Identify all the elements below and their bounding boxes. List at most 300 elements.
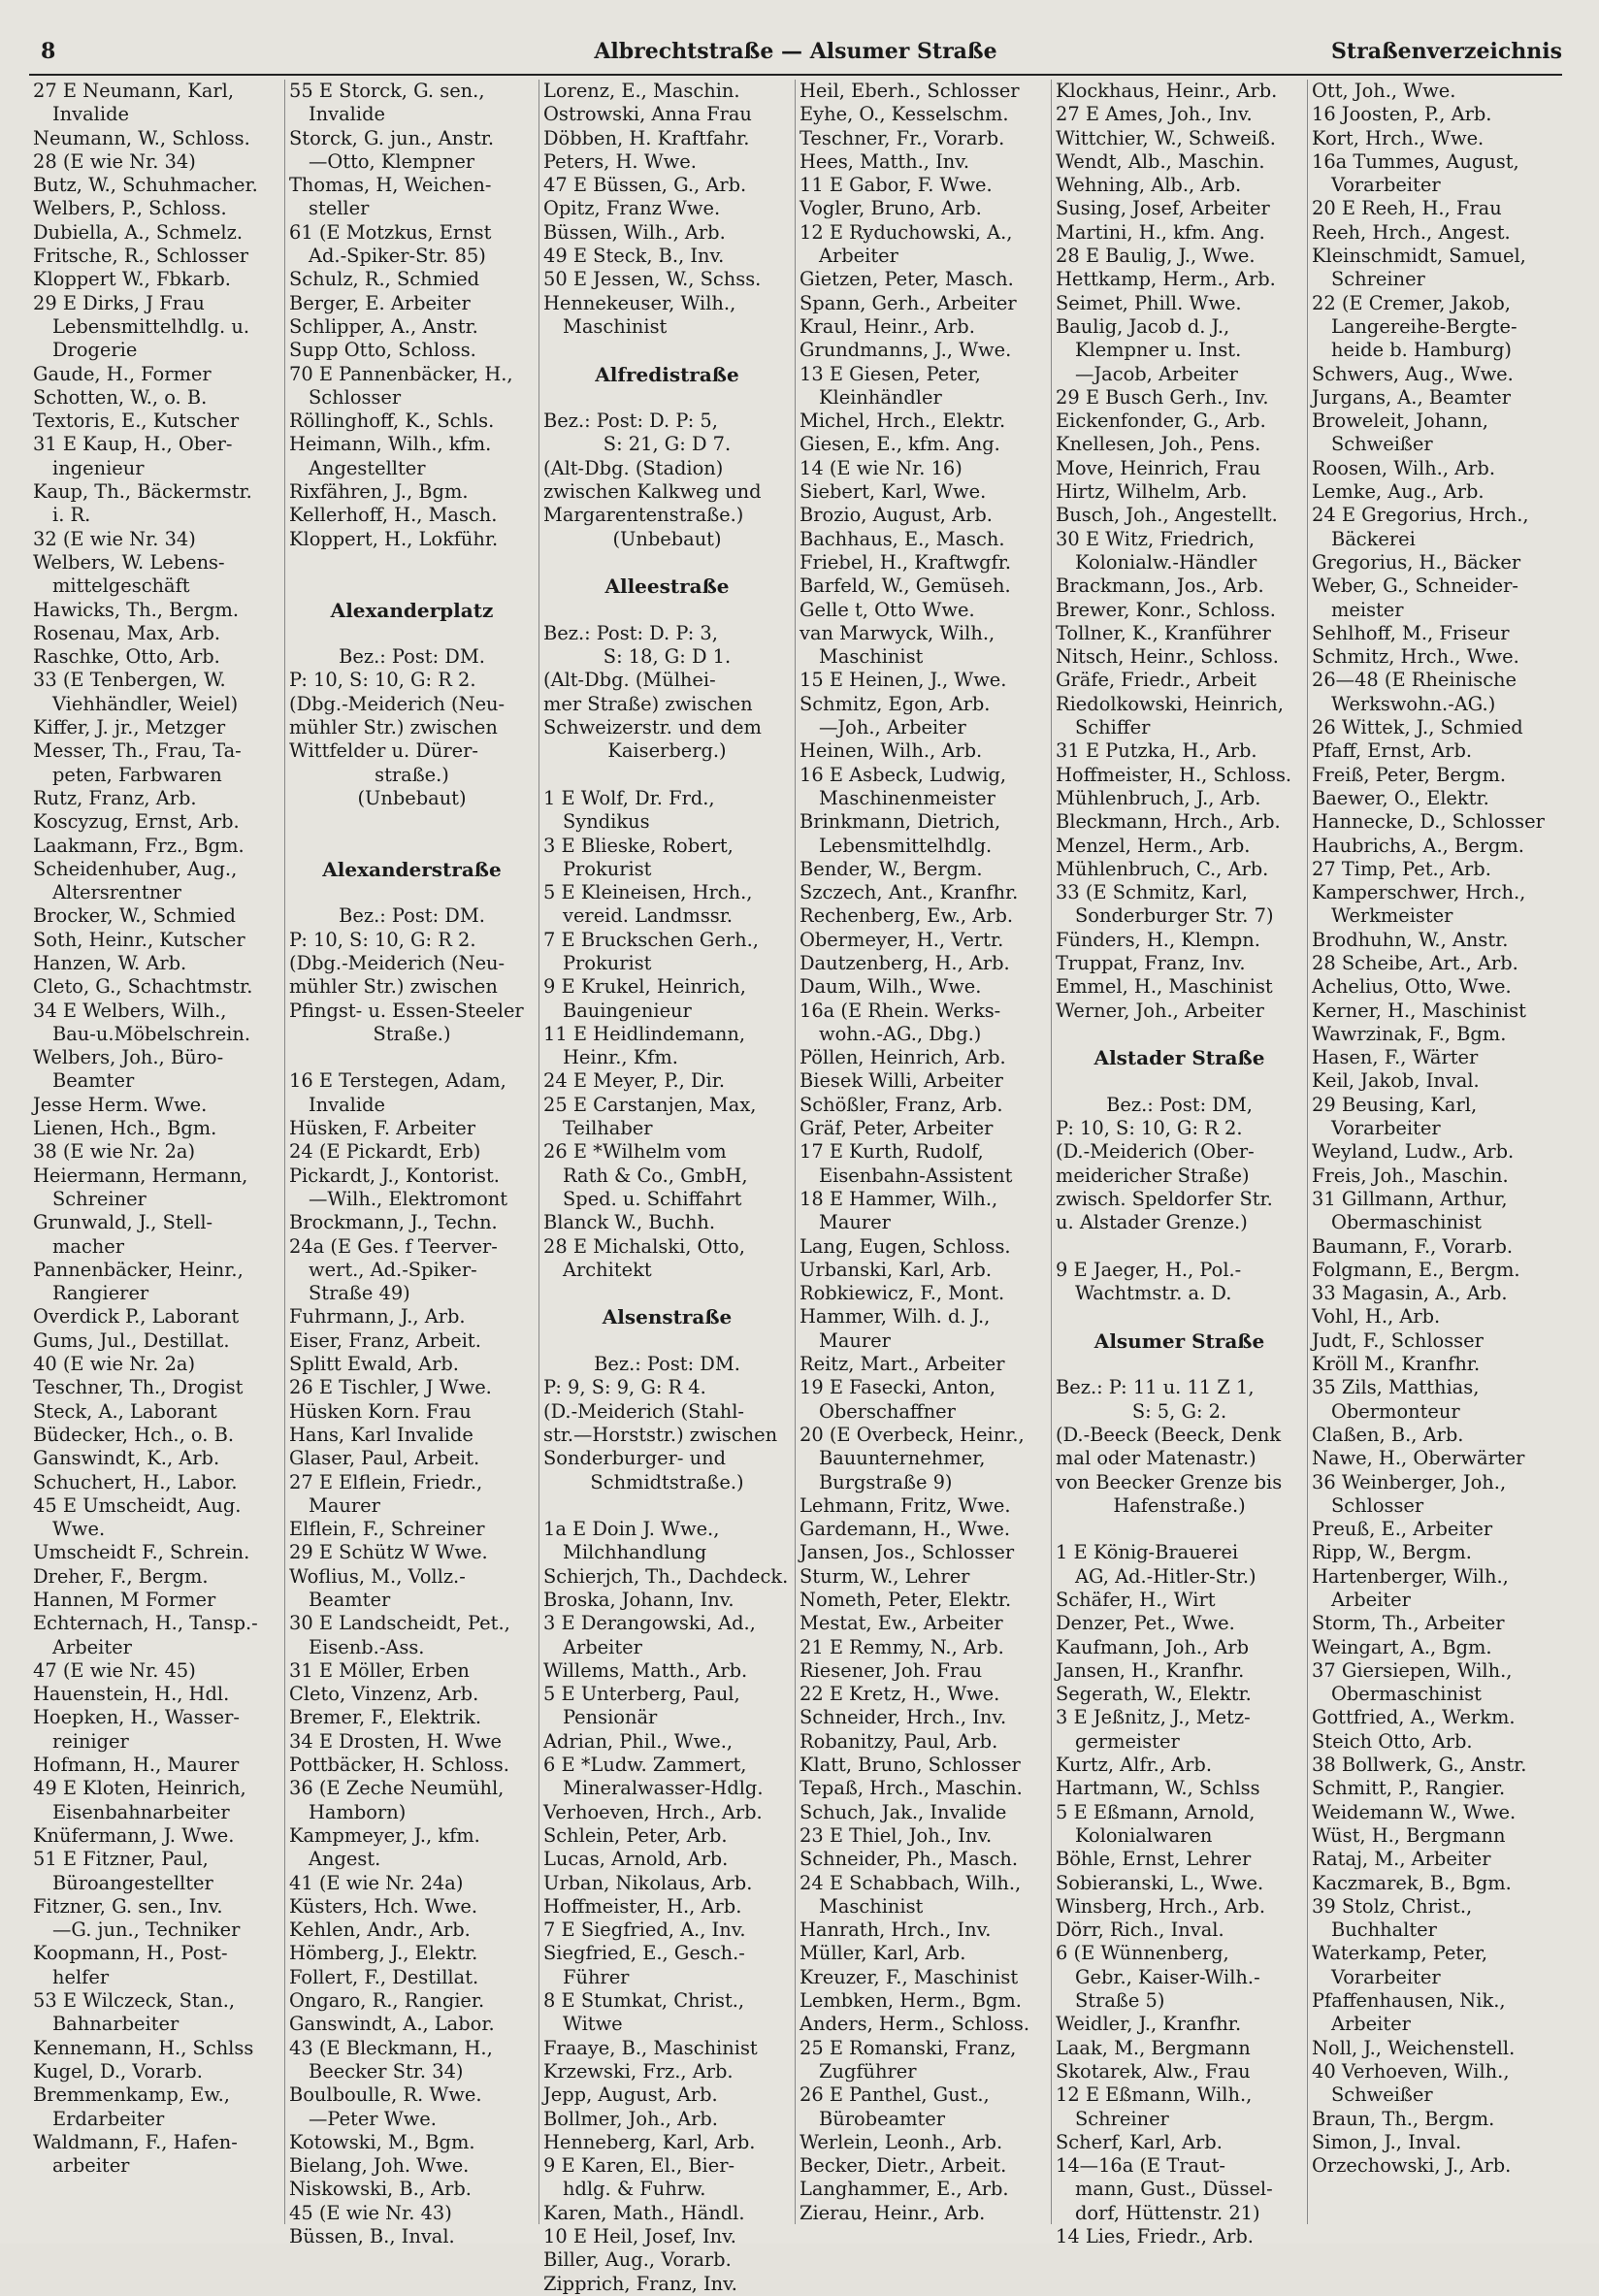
directory-entry: Orzechowski, J., Arb.	[1312, 2154, 1512, 2178]
directory-entry: Kotowski, M., Bgm.	[289, 2130, 475, 2153]
directory-entry: 31 Gillmann, Arthur,	[1312, 1187, 1508, 1210]
directory-entry: Sped. u. Schiffahrt	[563, 1187, 742, 1210]
directory-entry: 16 Joosten, P., Arb.	[1312, 103, 1492, 126]
directory-entry: Koopmann, H., Post-	[33, 1942, 228, 1965]
directory-entry: 24 (E Pickardt, Erb)	[289, 1140, 481, 1164]
page-header	[29, 35, 1562, 76]
directory-entry: Steck, A., Laborant	[33, 1399, 217, 1423]
directory-entry: Schmitz, Hrch., Wwe.	[1312, 645, 1519, 669]
directory-entry: Fritsche, R., Schlosser	[33, 245, 249, 268]
directory-entry: Schmidtstraße.)	[590, 1470, 744, 1493]
directory-entry: Maschinist	[819, 1894, 924, 1918]
directory-entry: Wwe.	[52, 1518, 106, 1541]
directory-entry: Broska, Johann, Inv.	[543, 1589, 734, 1611]
directory-entry: Schlein, Peter, Arb.	[543, 1823, 728, 1847]
directory-entry: Architekt	[563, 1258, 652, 1281]
directory-entry: Obermaschinist	[1331, 1211, 1482, 1234]
directory-entry: Müller, Karl, Arb.	[800, 1942, 966, 1965]
directory-entry: Koscyzug, Ernst, Arb.	[33, 810, 240, 834]
directory-entry: Oberschaffner	[819, 1399, 956, 1423]
directory-entry: Weidler, J., Kranfhr.	[1056, 2013, 1242, 2036]
directory-entry: Hanzen, W. Arb.	[33, 951, 187, 974]
directory-entry: Kreuzer, F., Maschinist	[800, 1965, 1019, 1988]
directory-entry: Freiß, Peter, Bergm.	[1312, 763, 1507, 786]
directory-entry: Wittfelder u. Dürer-	[289, 739, 478, 763]
directory-entry: Arbeiter	[52, 1635, 132, 1658]
spacer	[289, 551, 535, 574]
directory-entry: 26 E *Wilhelm vom	[543, 1140, 727, 1164]
directory-entry: Beecker Str. 34)	[309, 2059, 464, 2083]
directory-entry: Achelius, Otto, Wwe.	[1312, 975, 1512, 999]
directory-entry: Brewer, Konr., Schloss.	[1056, 598, 1276, 621]
directory-entry: 16 E Terstegen, Adam,	[289, 1069, 506, 1093]
directory-entry: i. R.	[52, 504, 91, 527]
directory-entry: Rosenau, Max, Arb.	[33, 621, 221, 644]
directory-entry: Barfeld, W., Gemüseh.	[800, 574, 1011, 598]
directory-entry: zwischen Kalkweg und	[543, 480, 762, 504]
directory-entry: 24 E Schabbach, Wilh.,	[800, 1871, 1022, 1894]
directory-entry: Roosen, Wilh., Arb.	[1312, 456, 1496, 479]
directory-entry: steller	[309, 197, 370, 220]
directory-entry: Ongaro, R., Rangier.	[289, 1989, 485, 2013]
directory-entry: 40 (E wie Nr. 2a)	[33, 1353, 196, 1376]
directory-entry: str.—Horststr.) zwischen	[543, 1423, 778, 1446]
directory-entry: P: 10, S: 10, G: R 2.	[289, 928, 476, 951]
directory-entry: Büssen, Wilh., Arb.	[543, 220, 726, 244]
directory-entry: Simon, J., Inval.	[1312, 2130, 1462, 2153]
directory-entry: Braun, Th., Bergm.	[1312, 2107, 1495, 2130]
directory-entry: Blanck W., Buchh.	[543, 1211, 716, 1234]
directory-entry: 38 Bollwerk, G., Anstr.	[1312, 1754, 1527, 1777]
directory-entry: Hees, Matth., Inv.	[800, 149, 970, 173]
directory-entry: Waldmann, F., Hafen-	[33, 2130, 238, 2153]
directory-entry: Schößler, Franz, Arb.	[800, 1093, 1003, 1116]
directory-entry: Nawe, H., Oberwärter	[1312, 1447, 1525, 1470]
directory-entry: Boulboulle, R. Wwe.	[289, 2083, 482, 2107]
directory-entry: 10 E Heil, Josef, Inv.	[543, 2225, 736, 2248]
directory-entry: mal oder Matenastr.)	[1056, 1447, 1256, 1470]
directory-entry: Schwers, Aug., Wwe.	[1312, 362, 1514, 385]
spacer	[289, 835, 535, 858]
directory-entry: 22 E Kretz, H., Wwe.	[800, 1683, 1000, 1706]
directory-entry: Denzer, Pet., Wwe.	[1056, 1612, 1235, 1635]
directory-entry: Szczech, Ant., Kranfhr.	[800, 881, 1019, 904]
directory-entry: Vogler, Bruno, Arb.	[800, 197, 982, 220]
directory-entry: Bez.: Post: DM,	[1106, 1093, 1253, 1116]
directory-entry: Dörr, Rich., Inval.	[1056, 1919, 1224, 1942]
directory-entry: Dubiella, A., Schmelz.	[33, 220, 243, 244]
directory-entry: Lucas, Arnold, Arb.	[543, 1848, 729, 1871]
directory-entry: Riesener, Joh. Frau	[800, 1658, 983, 1682]
directory-entry: Ad.-Spiker-Str. 85)	[309, 245, 486, 268]
directory-entry: Straße 5)	[1075, 1989, 1165, 2013]
directory-entry: (D.-Meiderich (Ober-	[1056, 1140, 1255, 1164]
directory-entry: Lienen, Hch., Bgm.	[33, 1117, 217, 1140]
directory-entry: 11 E Gabor, F. Wwe.	[800, 174, 993, 197]
directory-entry: Segerath, W., Elektr.	[1056, 1683, 1252, 1706]
directory-entry: (Alt-Dbg. (Stadion)	[543, 456, 724, 479]
directory-entry: Baewer, O., Elektr.	[1312, 786, 1489, 809]
directory-entry: Kiffer, J. jr., Metzger	[33, 716, 226, 739]
directory-entry: Peters, H. Wwe.	[543, 149, 697, 173]
directory-entry: Hannen, M Former	[33, 1589, 216, 1611]
directory-entry: Rixfähren, J., Bgm.	[289, 480, 469, 504]
directory-entry: Eickenfonder, G., Arb.	[1056, 410, 1266, 433]
directory-entry: Seimet, Phill. Wwe.	[1056, 291, 1242, 314]
directory-entry: von Beecker Grenze bis	[1056, 1470, 1283, 1493]
directory-entry: Hammer, Wilh. d. J.,	[800, 1305, 991, 1328]
directory-entry: Invalide	[52, 103, 129, 126]
directory-entry: 37 Giersiepen, Wilh.,	[1312, 1658, 1513, 1682]
directory-entry: Bez.: Post: DM.	[339, 904, 485, 928]
directory-entry: Kampmeyer, J., kfm.	[289, 1823, 480, 1847]
directory-entry: Angestellter	[309, 456, 426, 479]
directory-entry: 33 Magasin, A., Arb.	[1312, 1282, 1508, 1305]
directory-entry: Folgmann, E., Bergm.	[1312, 1258, 1520, 1281]
directory-entry: germeister	[1075, 1729, 1180, 1753]
directory-entry: 9 E Jaeger, H., Pol.-	[1056, 1258, 1242, 1281]
directory-entry: Langhammer, E., Arb.	[800, 2178, 1009, 2201]
directory-entry: Umscheidt F., Schrein.	[33, 1541, 250, 1564]
directory-entry: Haubrichs, A., Bergm.	[1312, 834, 1524, 857]
directory-entry: 7 E Bruckschen Gerh.,	[543, 928, 759, 951]
directory-entry: 28 (E wie Nr. 34)	[33, 149, 196, 173]
directory-entry: —Otto, Klempner	[309, 149, 475, 173]
directory-entry: Zugführer	[819, 2059, 917, 2083]
directory-entry: Glaser, Paul, Arbeit.	[289, 1447, 480, 1470]
directory-entry: Adrian, Phil., Wwe.,	[543, 1729, 734, 1753]
directory-entry: Wawrzinak, F., Bgm.	[1312, 1022, 1507, 1045]
directory-entry: mann, Gust., Düssel-	[1075, 2178, 1273, 2201]
directory-entry: Follert, F., Destillat.	[289, 1965, 479, 1988]
directory-entry: 24 E Gregorius, Hrch.,	[1312, 504, 1529, 527]
directory-entry: Thomas, H, Weichen-	[289, 174, 492, 197]
directory-entry: Gardemann, H., Wwe.	[800, 1518, 1011, 1541]
directory-entry: Lebensmittelhdlg.	[819, 834, 993, 857]
directory-entry: Spann, Gerh., Arbeiter	[800, 291, 1017, 314]
spacer	[1056, 1518, 1303, 1541]
directory-entry: 30 E Landscheidt, Pet.,	[289, 1612, 510, 1635]
directory-entry: Messer, Th., Frau, Ta-	[33, 739, 242, 763]
directory-entry: (Dbg.-Meiderich (Neu-	[289, 692, 506, 715]
directory-entry: Kehlen, Andr., Arb.	[289, 1919, 471, 1942]
directory-entry: Bleckmann, Hrch., Arb.	[1056, 810, 1281, 834]
directory-entry: Invalide	[309, 1093, 385, 1116]
directory-entry: Ostrowski, Anna Frau	[543, 103, 752, 126]
directory-entry: Schreiner	[52, 1187, 147, 1210]
directory-entry: 15 E Heinen, J., Wwe.	[800, 669, 1007, 692]
directory-entry: Urban, Nikolaus, Arb.	[543, 1871, 753, 1894]
directory-entry: Witwe	[563, 2013, 623, 2036]
directory-entry: Brockmann, J., Techn.	[289, 1211, 498, 1234]
directory-entry: Röllinghoff, K., Schls.	[289, 410, 495, 433]
directory-entry: Eisenbahn-Assistent	[819, 1164, 1013, 1187]
directory-entry: Splitt Ewald, Arb.	[289, 1353, 459, 1376]
directory-entry: Butz, W., Schuhmacher.	[33, 174, 258, 197]
directory-entry: Werner, Joh., Arbeiter	[1056, 999, 1264, 1022]
directory-entry: Dreher, F., Bergm.	[33, 1564, 209, 1588]
directory-entry: Rath & Co., GmbH,	[563, 1164, 748, 1187]
directory-entry: Eiser, Franz, Arbeit.	[289, 1328, 481, 1352]
directory-entry: Kleinschmidt, Samuel,	[1312, 245, 1526, 268]
directory-entry: —Joh., Arbeiter	[819, 716, 966, 739]
directory-entry: Wüst, H., Bergmann	[1312, 1823, 1506, 1847]
directory-entry: (D.-Beeck (Beeck, Denk	[1056, 1423, 1282, 1446]
directory-entry: Büssen, B., Inval.	[289, 2225, 455, 2248]
directory-entry: Willems, Matth., Arb.	[543, 1658, 748, 1682]
directory-entry: Hawicks, Th., Bergm.	[33, 598, 240, 621]
spacer	[289, 574, 535, 598]
directory-entry: Sonderburger- und	[543, 1447, 727, 1470]
directory-entry: u. Alstader Grenze.)	[1056, 1211, 1248, 1234]
directory-entry: Jesse Herm. Wwe.	[33, 1093, 208, 1116]
street-heading: Alfredistraße	[595, 362, 739, 386]
directory-entry: Brozio, August, Arb.	[800, 504, 993, 527]
spacer	[1056, 1235, 1303, 1259]
directory-entry: Burgstraße 9)	[819, 1470, 953, 1493]
directory-entry: 1 E Wolf, Dr. Frd.,	[543, 786, 715, 809]
directory-entry: Knüfermann, J. Wwe.	[33, 1823, 235, 1847]
spacer	[543, 1494, 791, 1518]
directory-entry: Hanrath, Hrch., Inv.	[800, 1919, 992, 1942]
directory-entry: Invalide	[309, 103, 385, 126]
directory-entry: Böhle, Ernst, Lehrer	[1056, 1848, 1252, 1871]
directory-entry: Urbanski, Karl, Arb.	[800, 1258, 992, 1281]
directory-entry: Baulig, Jacob d. J.,	[1056, 314, 1230, 338]
directory-column	[1308, 80, 1574, 2224]
directory-entry: Eisenbahnarbeiter	[52, 1800, 230, 1823]
directory-entry: Bauingenieur	[563, 999, 692, 1022]
directory-entry: Straße 49)	[309, 1282, 410, 1305]
directory-entry: Keil, Jakob, Inval.	[1312, 1069, 1480, 1093]
directory-entry: 33 (E Schmitz, Karl,	[1056, 881, 1248, 904]
directory-entry: 53 E Wilczeck, Stan.,	[33, 1989, 236, 2013]
directory-entry: Arbeiter	[1331, 1589, 1411, 1611]
directory-entry: 28 E Baulig, J., Wwe.	[1056, 245, 1256, 268]
directory-entry: Verhoeven, Hrch., Arb.	[543, 1800, 763, 1823]
directory-entry: Mühlenbruch, C., Arb.	[1056, 857, 1269, 880]
directory-columns	[29, 80, 1574, 2295]
directory-entry: Vorarbeiter	[1331, 174, 1441, 197]
directory-entry: Schneider, Ph., Masch.	[800, 1848, 1019, 1871]
directory-entry: Maurer	[819, 1328, 891, 1352]
directory-column	[796, 80, 1052, 2224]
directory-entry: 18 E Hammer, Wilh.,	[800, 1187, 998, 1210]
directory-entry: 31 E Kaup, H., Ober-	[33, 433, 233, 456]
spacer	[1056, 1069, 1303, 1093]
directory-entry: Broweleit, Johann,	[1312, 410, 1488, 433]
spacer	[1056, 1353, 1303, 1376]
directory-entry: 26 E Panthel, Gust.,	[800, 2083, 990, 2107]
directory-entry: vereid. Landmssr.	[563, 904, 734, 928]
directory-entry: straße.)	[375, 763, 449, 786]
directory-entry: 1 E König-Brauerei	[1056, 1541, 1239, 1564]
spacer	[543, 339, 791, 362]
directory-entry: Zierau, Heinr., Arb.	[800, 2201, 986, 2224]
directory-entry: 70 E Pannenbäcker, H.,	[289, 362, 513, 385]
directory-entry: Gregorius, H., Bäcker	[1312, 550, 1521, 574]
directory-entry: Teschner, Th., Drogist	[33, 1376, 244, 1399]
directory-entry: Weyland, Ludw., Arb.	[1312, 1140, 1515, 1164]
directory-entry: Echternach, H., Tansp.-	[33, 1612, 258, 1635]
spacer	[289, 810, 535, 834]
directory-entry: dorf, Hüttenstr. 21)	[1075, 2201, 1260, 2224]
spacer	[543, 386, 791, 410]
directory-entry: 11 E Heidlindemann,	[543, 1022, 746, 1045]
directory-entry: peten, Farbwaren	[52, 763, 222, 786]
directory-entry: Bez.: Post: DM.	[594, 1353, 740, 1376]
directory-entry: Brackmann, Jos., Arb.	[1056, 574, 1264, 598]
directory-entry: Maurer	[819, 1211, 891, 1234]
directory-entry: Grunwald, J., Stell-	[33, 1211, 213, 1234]
directory-entry: Weidemann W., Wwe.	[1312, 1800, 1517, 1823]
directory-entry: Nometh, Peter, Elektr.	[800, 1589, 1012, 1611]
directory-entry: 16 E Asbeck, Ludwig,	[800, 763, 1007, 786]
directory-entry: 3 E Jeßnitz, J., Metz-	[1056, 1706, 1251, 1729]
directory-entry: Emmel, H., Maschinist	[1056, 975, 1273, 999]
directory-entry: mittelgeschäft	[52, 574, 190, 598]
directory-entry: Lemke, Aug., Arb.	[1312, 480, 1485, 504]
directory-entry: Gums, Jul., Destillat.	[33, 1328, 230, 1352]
directory-entry: Schreiner	[1075, 2107, 1169, 2130]
directory-entry: 6 (E Wünnenberg,	[1056, 1942, 1229, 1965]
directory-entry: Heimann, Wilh., kfm.	[289, 433, 492, 456]
directory-entry: Mineralwasser-Hdlg.	[563, 1777, 764, 1800]
directory-entry: 3 E Blieske, Robert,	[543, 834, 734, 857]
directory-entry: Hettkamp, Herm., Arb.	[1056, 268, 1276, 291]
directory-entry: Langereihe-Bergte-	[1331, 314, 1517, 338]
directory-entry: Waterkamp, Peter,	[1312, 1942, 1487, 1965]
directory-entry: Zipprich, Franz, Inv.	[543, 2272, 737, 2295]
directory-entry: Pannenbäcker, Heinr.,	[33, 1258, 244, 1281]
directory-entry: Menzel, Herm., Arb.	[1056, 834, 1251, 857]
directory-entry: 51 E Fitzner, Paul,	[33, 1848, 209, 1871]
directory-entry: 31 E Putzka, H., Arb.	[1056, 739, 1257, 763]
directory-entry: 34 E Welbers, Wilh.,	[33, 999, 227, 1022]
directory-entry: Wendt, Alb., Maschin.	[1056, 149, 1265, 173]
directory-entry: Judt, F., Schlosser	[1312, 1328, 1484, 1352]
directory-entry: Busch, Joh., Angestellt.	[1056, 504, 1278, 527]
directory-entry: Hoepken, H., Wasser-	[33, 1706, 240, 1729]
directory-entry: Sehlhoff, M., Friseur	[1312, 621, 1510, 644]
directory-entry: Supp Otto, Schloss.	[289, 339, 476, 362]
directory-entry: Claßen, B., Arb.	[1312, 1423, 1464, 1446]
directory-entry: —G. jun., Techniker	[52, 1919, 241, 1942]
directory-entry: Prokurist	[563, 951, 652, 974]
directory-entry: 7 E Siegfried, A., Inv.	[543, 1919, 746, 1942]
spacer	[543, 1329, 791, 1353]
directory-entry: Rechenberg, Ew., Arb.	[800, 904, 1014, 928]
directory-entry: Vohl, H., Arb.	[1312, 1305, 1441, 1328]
directory-entry: Hauenstein, H., Hdl.	[33, 1683, 230, 1706]
directory-entry: Werkswohn.-AG.)	[1331, 692, 1496, 715]
directory-entry: 25 E Carstanjen, Max,	[543, 1093, 757, 1116]
directory-entry: 13 E Giesen, Peter,	[800, 362, 981, 385]
directory-column	[285, 80, 539, 2248]
directory-entry: 47 (E wie Nr. 45)	[33, 1658, 196, 1682]
directory-entry: Büdecker, Hch., o. B.	[33, 1423, 234, 1446]
directory-entry: Teilhaber	[563, 1117, 653, 1140]
directory-entry: Martini, H., kfm. Ang.	[1056, 220, 1265, 244]
directory-entry: 35 Zils, Matthias,	[1312, 1376, 1480, 1399]
directory-entry: arbeiter	[52, 2154, 130, 2178]
directory-entry: Erdarbeiter	[52, 2107, 165, 2130]
directory-entry: Schreiner	[1331, 268, 1425, 291]
directory-entry: 16a Tummes, August,	[1312, 149, 1519, 173]
directory-entry: 49 E Steck, B., Inv.	[543, 245, 725, 268]
directory-entry: Fuhrmann, J., Arb.	[289, 1305, 466, 1328]
directory-entry: Gräfe, Friedr., Arbeit	[1056, 669, 1256, 692]
directory-entry: Vorarbeiter	[1331, 1965, 1441, 1988]
directory-entry: Sturm, W., Lehrer	[800, 1564, 970, 1588]
directory-entry: Bahnarbeiter	[52, 2013, 179, 2036]
directory-entry: Laak, M., Bergmann	[1056, 2036, 1251, 2059]
directory-entry: Gottfried, A., Werkm.	[1312, 1706, 1516, 1729]
directory-entry: (D.-Meiderich (Stahl-	[543, 1399, 744, 1423]
directory-entry: 22 (E Cremer, Jakob,	[1312, 291, 1511, 314]
directory-entry: Sobieranski, L., Wwe.	[1056, 1871, 1264, 1894]
directory-entry: Susing, Josef, Arbeiter	[1056, 197, 1270, 220]
directory-entry: Straße.)	[373, 1022, 451, 1045]
directory-entry: Ganswindt, A., Labor.	[289, 2013, 495, 2036]
directory-entry: (Alt-Dbg. (Mülhei-	[543, 669, 716, 692]
directory-entry: 12 E Eßmann, Wilh.,	[1056, 2083, 1253, 2107]
directory-entry: 25 E Romanski, Franz,	[800, 2036, 1017, 2059]
directory-entry: 32 (E wie Nr. 34)	[33, 527, 196, 550]
directory-entry: 3 E Derangowski, Ad.,	[543, 1612, 756, 1635]
directory-entry: Scheidenhuber, Aug.,	[33, 857, 238, 880]
directory-entry: Overdick P., Laborant	[33, 1305, 240, 1328]
directory-entry: 39 Stolz, Christ.,	[1312, 1894, 1473, 1918]
street-heading: Alexanderplatz	[330, 598, 494, 622]
directory-entry: Tepaß, Hrch., Maschin.	[800, 1777, 1023, 1800]
directory-entry: 61 (E Motzkus, Ernst	[289, 220, 492, 244]
directory-entry: Heinr., Kfm.	[563, 1046, 678, 1069]
directory-entry: 14—16a (E Traut-	[1056, 2154, 1225, 2178]
directory-entry: Drogerie	[52, 339, 138, 362]
directory-entry: Hafenstraße.)	[1113, 1493, 1246, 1517]
directory-entry: Angest.	[309, 1848, 381, 1871]
directory-entry: 24 E Meyer, P., Dir.	[543, 1069, 726, 1093]
directory-entry: 21 E Remmy, N., Arb.	[800, 1635, 1004, 1658]
directory-entry: Giesen, E., kfm. Ang.	[800, 433, 1000, 456]
directory-entry: Heiermann, Hermann,	[33, 1164, 248, 1187]
directory-entry: Bau-u.Möbelschrein.	[52, 1022, 251, 1045]
directory-entry: Schmitz, Egon, Arb.	[800, 692, 991, 715]
directory-entry: Storck, G. jun., Anstr.	[289, 126, 495, 149]
spacer	[543, 551, 791, 574]
directory-entry: Sonderburger Str. 7)	[1075, 904, 1274, 928]
directory-entry: Wittchier, W., Schweiß.	[1056, 126, 1276, 149]
directory-entry: Heinen, Wilh., Arb.	[800, 739, 983, 763]
directory-entry: P: 9, S: 9, G: R 4.	[543, 1376, 706, 1399]
directory-entry: Pfingst- u. Essen-Steeler	[289, 999, 524, 1022]
directory-entry: Schmitt, P., Rangier.	[1312, 1777, 1506, 1800]
directory-entry: 26 E Tischler, J Wwe.	[289, 1376, 492, 1399]
directory-entry: Brocker, W., Schmied	[33, 904, 236, 928]
directory-entry: 6 E *Ludw. Zammert,	[543, 1754, 747, 1777]
directory-entry: 20 (E Overbeck, Heinr.,	[800, 1423, 1025, 1446]
directory-entry: Steich Otto, Arb.	[1312, 1729, 1473, 1753]
directory-entry: Schierjch, Th., Dachdeck.	[543, 1564, 789, 1588]
directory-entry: Beamter	[52, 1069, 135, 1093]
directory-entry: Bez.: Post: DM.	[339, 645, 485, 669]
directory-entry: Elflein, F., Schreiner	[289, 1518, 485, 1541]
directory-entry: Kennemann, H., Schlss	[33, 2036, 254, 2059]
directory-entry: Werkmeister	[1331, 904, 1453, 928]
directory-entry: Biller, Aug., Vorarb.	[543, 2248, 732, 2272]
directory-entry: 20 E Reeh, H., Frau	[1312, 197, 1502, 220]
